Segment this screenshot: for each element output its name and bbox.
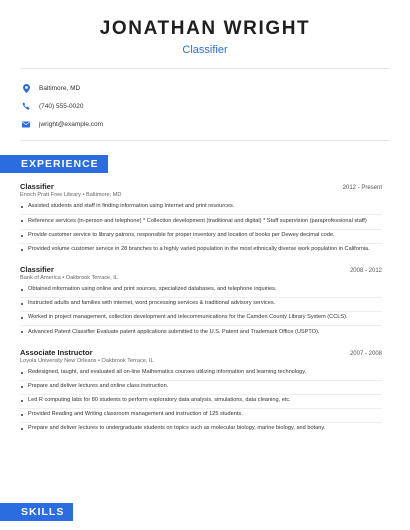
job-title: Associate Instructor [20, 347, 93, 357]
job-organization: Enoch Pratt Free Library • Baltimore, MD [20, 192, 122, 199]
job-dates: 2007 - 2008 [349, 350, 382, 357]
bullet-item: Instructed adults and families with internet, word processing services & traditional advisory services. [20, 298, 382, 312]
candidate-name: JONATHAN WRIGHT [99, 18, 311, 39]
job-dates: 2008 - 2012 [349, 267, 382, 274]
phone-icon [22, 102, 30, 110]
contact-email[interactable] [22, 116, 410, 134]
job-bullets [20, 201, 382, 257]
bullet-item: Prepare and deliver lectures and online class instruction. [20, 381, 382, 395]
contact-phone-text: (740) 555-0020 [39, 102, 84, 110]
bullet-item: Provided volume customer service in 28 branches to a highly varied population in the most ethnically diverse work population in California. [20, 244, 382, 257]
job-dates: 2012 - Present [342, 185, 382, 192]
location-pin-icon [22, 84, 30, 92]
bullet-item: Assisted students and staff in finding information using Internet and print resources. [20, 201, 382, 215]
job-entry [20, 182, 382, 257]
bullet-item: Obtained information using online and print sources, specialized databases, and telephone inquiries. [20, 284, 382, 298]
job-title-heading: Classifier [182, 44, 228, 56]
bullet-item: Prepare and deliver lectures to undergraduate students on topics such as molecular biology, marine biology, and botany. [20, 423, 382, 436]
job-title: Classifier [20, 182, 54, 192]
contact-list [0, 69, 410, 140]
job-entry [20, 348, 382, 437]
experience-section-heading: EXPERIENCE [0, 155, 108, 173]
job-entry [20, 265, 382, 340]
bullet-item: Led R computing labs for 80 students to perform exploratory data analysis, simulations, data cleaning, etc. [20, 395, 382, 409]
bullet-item: Provided Reading and Writing classroom management and instruction of 125 students. [20, 409, 382, 423]
contact-divider [20, 140, 390, 141]
bullet-item: Redesigned, taught, and evaluated all on-line Mathematics courses utilizing information and learning technology. [20, 367, 382, 381]
job-bullets [20, 367, 382, 437]
bullet-item: Worked in project management, collection development and telecommunications for the Camden County Library System (CCLS). [20, 312, 382, 326]
contact-location [22, 79, 410, 97]
job-organization: Loyola University New Orleans • Oakbrook Terrace, IL [20, 357, 154, 364]
experience-list [0, 182, 410, 436]
job-title: Classifier [20, 264, 54, 274]
contact-phone [22, 97, 410, 115]
email-icon [22, 121, 30, 129]
bullet-item: Advanced Patent Classifier Evaluate patent applications submitted to the U.S. Patent and Trademark Office (USPTO). [20, 326, 382, 339]
bullet-item: Reference services (in-person and telephone) * Collection development (traditional and digital) * Staff supervision (paraprofessional staff) [20, 215, 382, 229]
resume-header [0, 0, 410, 57]
contact-email-text[interactable]: jwright@example.com [39, 121, 104, 129]
skills-section-heading: SKILLS [0, 503, 73, 521]
job-organization: Bank of America • Oakbrook Terrace, IL [20, 274, 118, 281]
contact-location-text: Baltimore, MD [39, 84, 81, 92]
bullet-item: Provide customer service to library patrons, responsible for proper inventory and location of books per Dewey decimal code. [20, 230, 382, 244]
job-bullets [20, 284, 382, 340]
